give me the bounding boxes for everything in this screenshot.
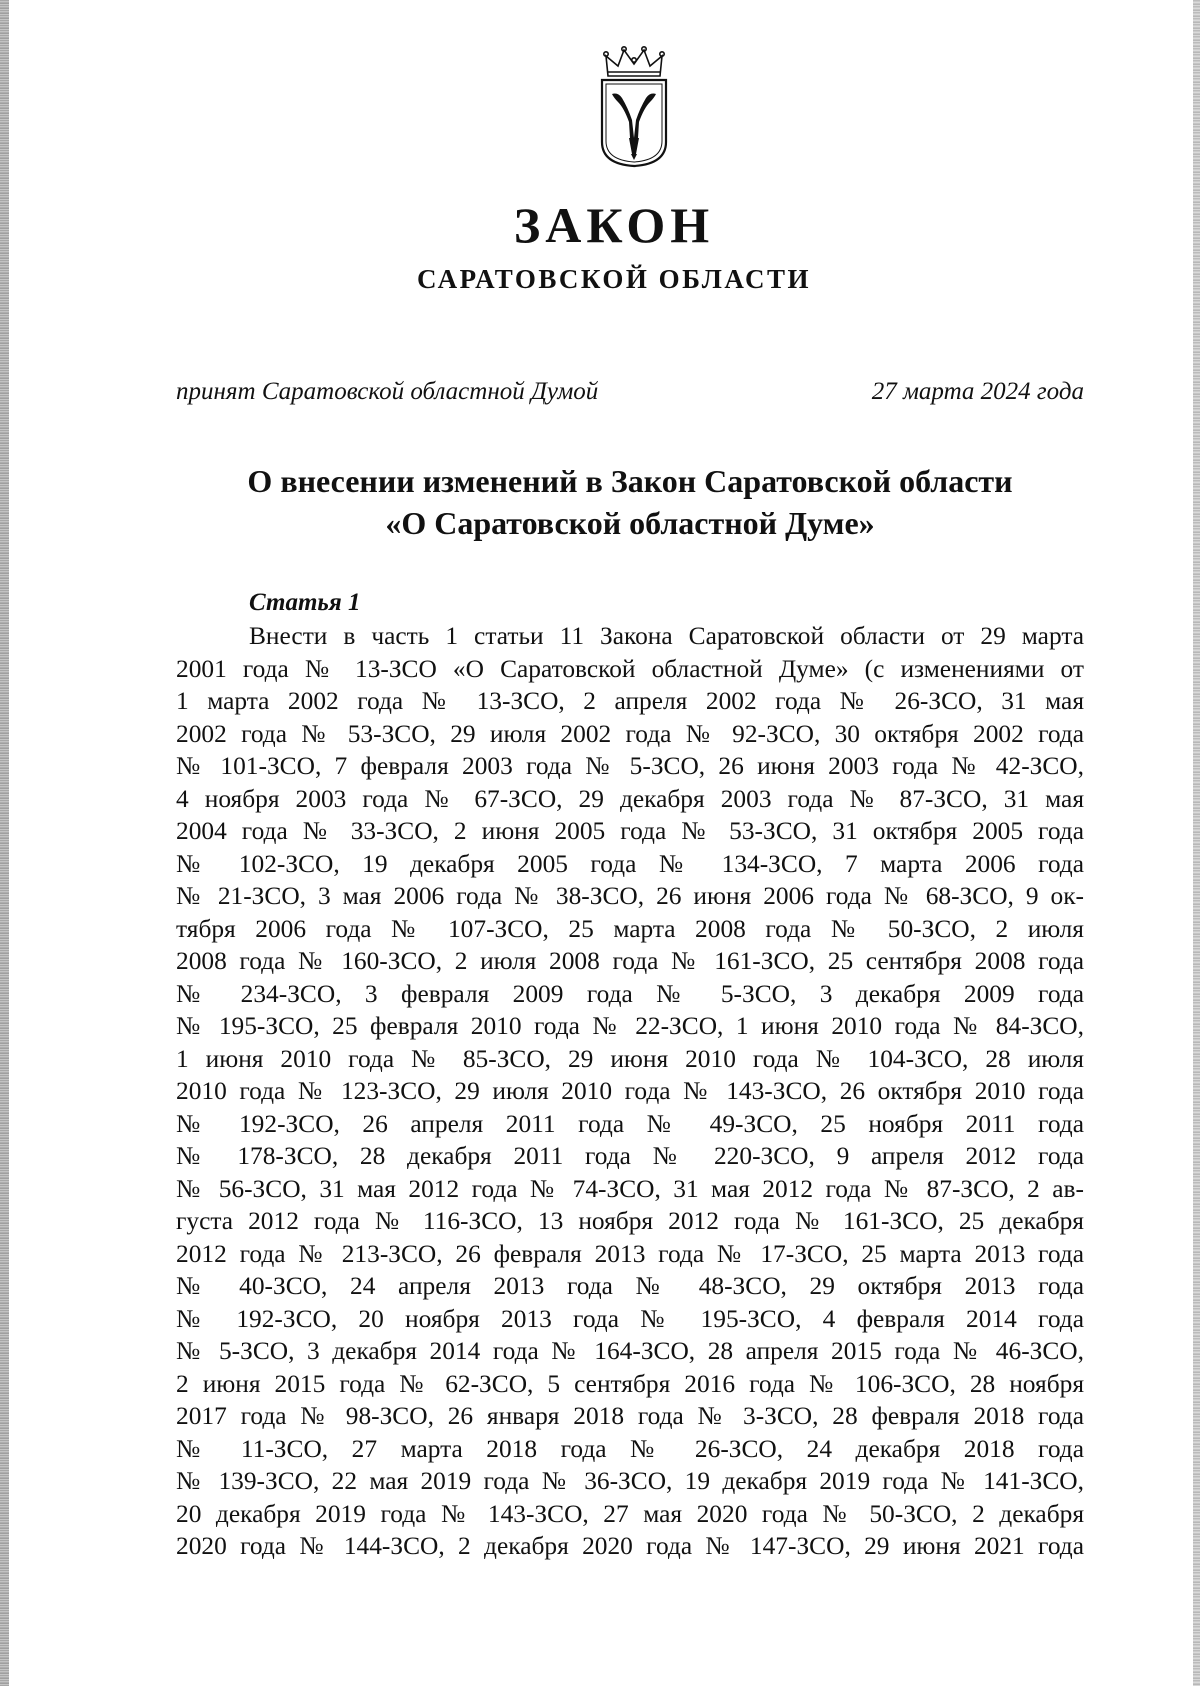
article-text-line: № 21-ЗСО, 3 мая 2006 года № 38-ЗСО, 26 июня 2006 года № 68-ЗСО, 9 ок- [176,882,1084,910]
adoption-date: 27 марта 2024 года [871,378,1084,405]
article-text-line: 4 ноября 2003 года № 67-ЗСО, 29 декабря 2003 года № 87-ЗСО, 31 мая [176,784,1084,813]
article-text-line: № 234-ЗСО, 3 февраля 2009 года № 5-ЗСО, 3 декабря 2009 года [176,979,1084,1008]
article-text-line: 1 июня 2010 года № 85-ЗСО, 29 июня 2010 года № 104-ЗСО, 28 июля [176,1044,1084,1073]
article-text-line: 2017 года № 98-ЗСО, 26 января 2018 года № 3-ЗСО, 28 февраля 2018 года [176,1402,1084,1430]
article-body [176,620,1084,1563]
article-text-line: 2012 года № 213-ЗСО, 26 февраля 2013 года № 17-ЗСО, 25 марта 2013 года [176,1239,1084,1268]
article-text-line: 2010 года № 123-ЗСО, 29 июля 2010 года № 143-ЗСО, 26 октября 2010 года [176,1077,1084,1105]
article-text-line: 2020 года № 144-ЗСО, 2 декабря 2020 года № 147-ЗСО, 29 июня 2021 года [176,1532,1084,1560]
law-title: ЗАКОН [513,197,715,253]
document-title-line: О внесении изменений в Закон Саратовской области [247,463,1013,499]
document-title-line: «О Саратовской областной Думе» [385,505,875,541]
article-text-line: № 102-ЗСО, 19 декабря 2005 года № 134-ЗСО, 7 марта 2006 года [176,849,1084,878]
article-text-line: № 192-ЗСО, 26 апреля 2011 года № 49-ЗСО, 25 ноября 2011 года [176,1109,1084,1138]
article-text-line: 2008 года № 160-ЗСО, 2 июля 2008 года № 161-ЗСО, 25 сентября 2008 года [176,947,1084,975]
article-text-line: № 101-ЗСО, 7 февраля 2003 года № 5-ЗСО, 26 июня 2003 года № 42-ЗСО, [176,752,1084,780]
article-text-line: 2 июня 2015 года № 62-ЗСО, 5 сентября 2016 года № 106-ЗСО, 28 ноября [176,1369,1084,1398]
article-text-line: 2004 года № 33-ЗСО, 2 июня 2005 года № 53-ЗСО, 31 октября 2005 года [176,817,1084,845]
article-text-line: № 178-ЗСО, 28 декабря 2011 года № 220-ЗСО, 9 апреля 2012 года [176,1142,1084,1170]
coat-of-arms-icon [596,46,672,168]
article-text-line: № 11-ЗСО, 27 марта 2018 года № 26-ЗСО, 24 декабря 2018 года [176,1434,1084,1463]
article-text-line: 1 марта 2002 года № 13-ЗСО, 2 апреля 2002 года № 26-ЗСО, 31 мая [176,687,1084,715]
article-heading: Статья 1 [249,589,361,616]
article-text-line: 2002 года № 53-ЗСО, 29 июля 2002 года № 92-ЗСО, 30 октября 2002 года [176,719,1084,748]
article-text-line: № 40-ЗСО, 24 апреля 2013 года № 48-ЗСО, 29 октября 2013 года [176,1272,1084,1300]
article-text-line: № 192-ЗСО, 20 ноября 2013 года № 195-ЗСО, 4 февраля 2014 года [176,1304,1084,1333]
article-text-line: Внести в часть 1 статьи 11 Закона Саратовской области от 29 марта [249,622,1084,650]
article-text-line: 2001 года № 13-ЗСО «О Саратовской областной Думе» (с изменениями от [176,654,1084,683]
adopted-by: принят Саратовской областной Думой [176,378,599,405]
law-subtitle: САРАТОВСКОЙ ОБЛАСТИ [416,264,812,294]
article-text-line: № 56-ЗСО, 31 мая 2012 года № 74-ЗСО, 31 мая 2012 года № 87-ЗСО, 2 ав- [176,1174,1084,1203]
document-title [176,460,1084,544]
article-text-line: № 5-ЗСО, 3 декабря 2014 года № 164-ЗСО, 28 апреля 2015 года № 46-ЗСО, [176,1337,1084,1365]
article-text-line: тября 2006 года № 107-ЗСО, 25 марта 2008 года № 50-ЗСО, 2 июля [176,914,1084,943]
article-text-line: № 139-ЗСО, 22 мая 2019 года № 36-ЗСО, 19 декабря 2019 года № 141-ЗСО, [176,1467,1084,1495]
article-text-line: 20 декабря 2019 года № 143-ЗСО, 27 мая 2020 года № 50-ЗСО, 2 декабря [176,1499,1084,1528]
article-text-line: № 195-ЗСО, 25 февраля 2010 года № 22-ЗСО, 1 июня 2010 года № 84-ЗСО, [176,1012,1084,1040]
article-text-line: густа 2012 года № 116-ЗСО, 13 ноября 2012 года № 161-ЗСО, 25 декабря [176,1207,1084,1235]
